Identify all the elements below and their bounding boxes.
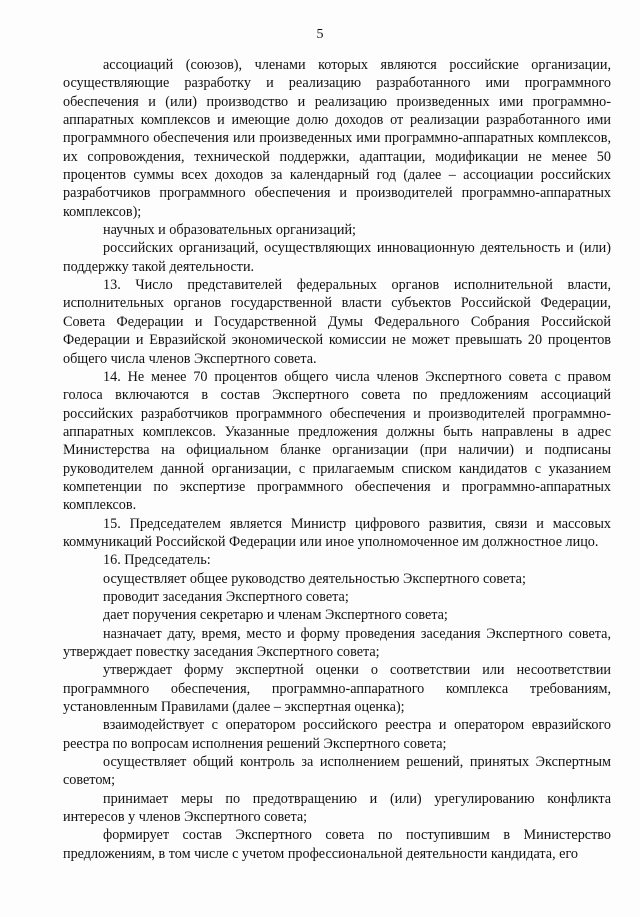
chair-duty-instructions: дает поручения секретарю и членам Экспертного совета; (103, 607, 448, 624)
chair-duty-registry-cooperation: взаимодействует с оператором российского реестра и оператором евразийского реестра по вопросам исполнения решений Экспертного совета; (63, 717, 611, 752)
paragraph-item-14: 14. Не менее 70 процентов общего числа членов Экспертного совета с правом голоса включаются в состав Экспертного совета по предложениям ассоциаций российских разработчиков программного обеспечения и производителей программно-аппаратных комплексов. Указанные предложения должны быть направлены в адрес Министерства на официальном бланке организации (при наличии) и подписаны руководителем данной организации, с прилагаемым списком кандидатов с указанием компетенции по экспертизе программного обеспечения и программно-аппаратных комплексов. (63, 368, 611, 514)
paragraph-innovation-orgs: российских организаций, осуществляющих инновационную деятельность и (или) поддержку такой деятельности. (63, 240, 611, 275)
paragraph-associations: ассоциаций (союзов), членами которых являются российские организации, осуществляющие разработку и реализацию разработанного ими программного обеспечения и (или) производство и реализацию произведенных ими программно-аппаратных комплексов и имеющие долю доходов от реализации разработанного ими программного обеспечения или произведенных ими программно-аппаратных комплексов, их сопровождения, технической поддержки, адаптации, модификации не менее 50 процентов суммы всех доходов за календарный год (далее – ассоциации российских разработчиков программного обеспечения и производителей программно-аппаратных комплексов); (63, 57, 611, 220)
paragraph-scientific-orgs: научных и образовательных организаций; (103, 222, 356, 239)
chair-duty-approve-assessment-form: утверждает форму экспертной оценки о соответствии или несоответствии программного обеспечения, программно-аппаратного комплекса требованиям, установленным Правилами (далее – экспертная оценка); (63, 662, 611, 716)
document-body (63, 56, 611, 863)
chair-duty-schedule-meetings: назначает дату, время, место и форму проведения заседания Экспертного совета, утверждает повестку заседания Экспертного совета; (63, 625, 611, 660)
chair-duty-general-management: осуществляет общее руководство деятельностью Экспертного совета; (103, 570, 526, 587)
chair-duty-holds-meetings: проводит заседания Экспертного совета; (103, 588, 349, 605)
page-number: 5 (316, 27, 324, 42)
paragraph-item-15: 15. Председателем является Министр цифрового развития, связи и массовых коммуникаций Российской Федерации или иное уполномоченное им должностное лицо. (63, 515, 611, 550)
chair-duty-control: осуществляет общий контроль за исполнением решений, принятых Экспертным советом; (63, 754, 611, 789)
chair-duty-conflict-of-interest: принимает меры по предотвращению и (или) урегулированию конфликта интересов у членов Экспертного совета; (63, 790, 611, 826)
paragraph-item-13: 13. Число представителей федеральных органов исполнительной власти, исполнительных органов государственной власти субъектов Российской Федерации, Совета Федерации и Государственной Думы Федерального Собрания Российской Федерации и Евразийской экономической комиссии не может превышать 20 процентов общего числа членов Экспертного совета. (63, 277, 611, 367)
paragraph-item-16: 16. Председатель: (103, 552, 211, 569)
chair-duty-forms-composition: формирует состав Экспертного совета по поступившим в Министерство предложениям, в том числе с учетом профессиональной деятельности кандидата, его (63, 827, 611, 862)
